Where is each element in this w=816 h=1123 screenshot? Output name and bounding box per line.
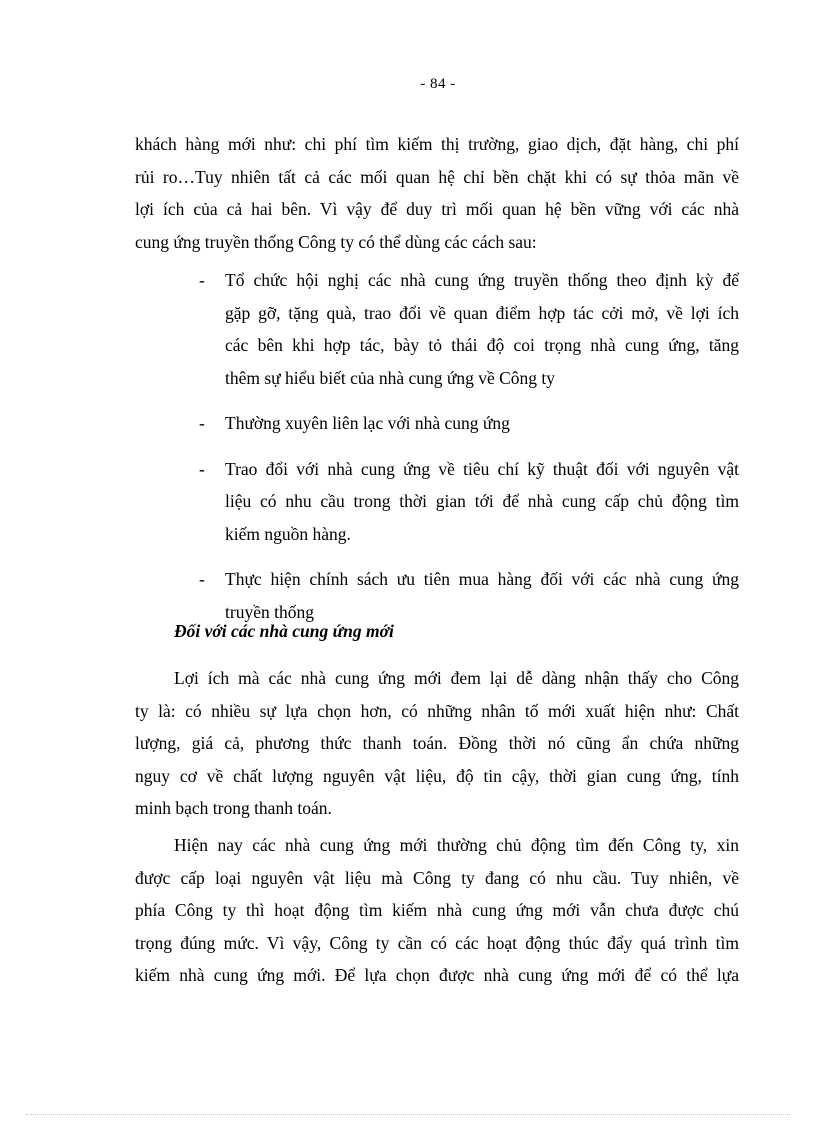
text-line: khách hàng mới như: chi phí tìm kiếm thị trường, giao dịch, đặt hàng, chi phí [135,134,739,154]
section-heading: Đối với các nhà cung ứng mới [174,621,394,641]
text-line: được cấp loại nguyên vật liệu mà Công ty đang có nhu cầu. Tuy nhiên, về [135,867,739,888]
text-line: phía Công ty thì hoạt động tìm kiếm nhà cung ứng mới vẫn chưa được chú [135,900,739,920]
text-line: Trao đổi với nhà cung ứng về tiêu chí kỹ thuật đối với nguyên vật [225,458,739,479]
text-line: nguy cơ về chất lượng nguyên vật liệu, độ tin cậy, thời gian cung ứng, tính [135,765,739,786]
text-line: truyền thống [225,601,314,622]
bullet-item [199,563,739,628]
paragraph-new-suppliers [135,662,739,825]
paragraph-intro [135,128,739,258]
bullet-dash: - [199,569,205,589]
text-line: lợi ích của cả hai bên. Vì vậy để duy trì mối quan hệ bền vững với các nhà [135,199,739,219]
bullet-item [199,407,739,440]
footer-divider [26,1114,790,1115]
text-line: Lợi ích mà các nhà cung ứng mới đem lại dễ dàng nhận thấy cho Công [174,668,739,688]
text-line: thêm sự hiểu biết của nhà cung ứng về Công ty [225,367,556,388]
text-line: kiếm nguồn hàng. [225,523,351,544]
text-line: gặp gỡ, tặng quà, trao đổi về quan điểm hợp tác cởi mở, về lợi ích [225,302,739,323]
paragraph-current-situation [135,829,739,992]
text-line: Thường xuyên liên lạc với nhà cung ứng [225,413,510,433]
bullet-dash: - [199,458,205,479]
text-line: cung ứng truyền thống Công ty có thể dùng các cách sau: [135,231,537,252]
text-line: các bên khi hợp tác, bày tỏ thái độ coi trọng nhà cung ứng, tăng [225,335,739,355]
bullet-list [199,264,739,641]
text-line: liệu có nhu cầu trong thời gian tới để nhà cung cấp chủ động tìm [225,491,739,511]
page-number: - 84 - [420,76,456,92]
text-line: Hiện nay các nhà cung ứng mới thường chủ động tìm đến Công ty, xin [174,835,739,855]
bullet-dash: - [199,413,205,433]
text-line: ty là: có nhiều sự lựa chọn hơn, có những nhân tố mới xuất hiện như: Chất [135,700,739,721]
text-line: trọng đúng mức. Vì vậy, Công ty cần có các hoạt động thúc đẩy quá trình tìm [135,932,739,953]
bullet-item [199,453,739,551]
text-line: minh bạch trong thanh toán. [135,798,332,818]
bullet-dash: - [199,270,205,290]
text-line: Tổ chức hội nghị các nhà cung ứng truyền thống theo định kỳ để [225,270,739,290]
text-line: Thực hiện chính sách ưu tiên mua hàng đối với các nhà cung ứng [225,569,739,589]
text-line: rủi ro…Tuy nhiên tất cả các mối quan hệ chỉ bền chặt khi có sự thỏa mãn về [135,166,739,187]
text-line: lượng, giá cả, phương thức thanh toán. Đồng thời nó cũng ẩn chứa những [135,733,739,753]
text-line: kiếm nhà cung ứng mới. Để lựa chọn được nhà cung ứng mới để có thể lựa [135,965,739,985]
bullet-item [199,264,739,394]
